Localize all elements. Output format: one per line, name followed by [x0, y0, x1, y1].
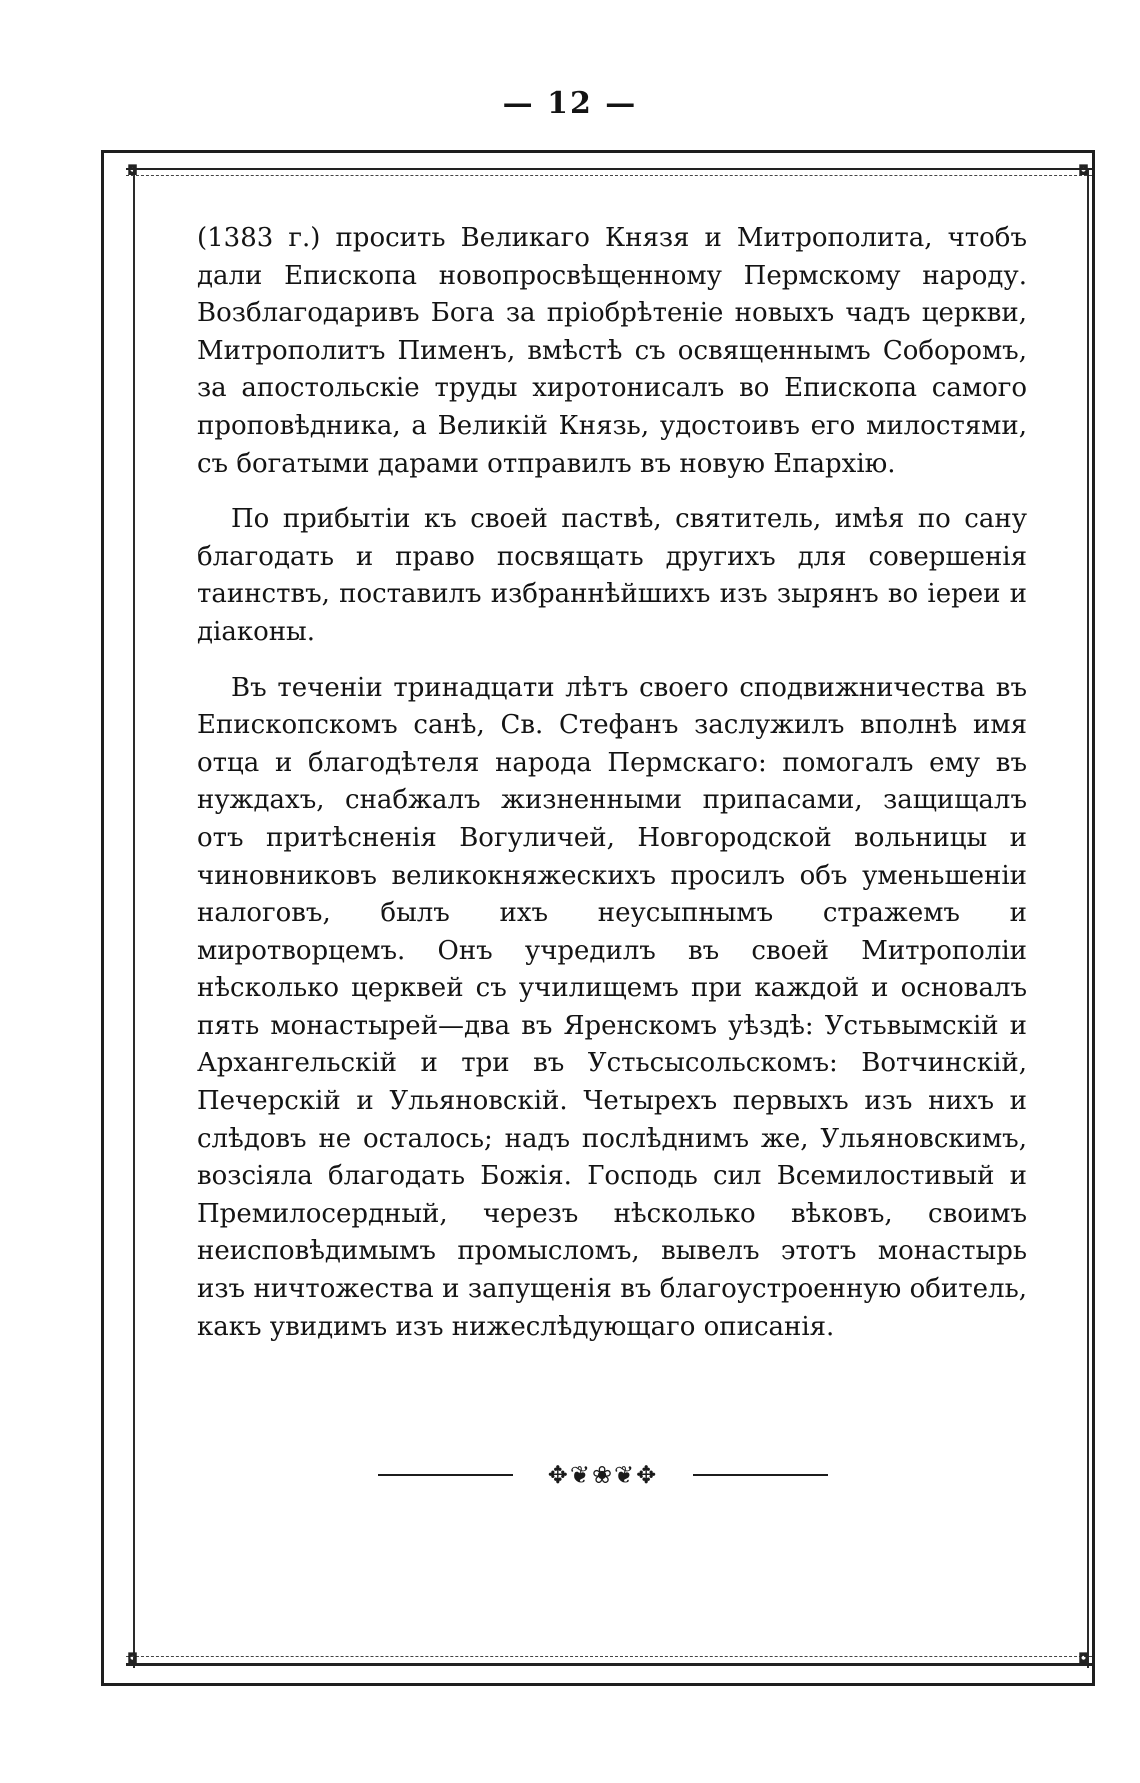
page-border-top-rule: [126, 168, 1092, 176]
body-text: [197, 220, 1027, 1364]
paragraph-2: По прибытіи къ своей паствѣ, святитель, имѣя по сану благодать и право посвящать другихъ для совершенія таинствъ, поставилъ избраннѣйшихъ изъ зырянъ во іереи и діаконы.: [197, 504, 1027, 647]
corner-ornament-icon: ◘: [1078, 163, 1090, 179]
corner-ornament-icon: ◘: [127, 1651, 139, 1667]
corner-ornament-icon: ◘: [1078, 1651, 1090, 1667]
page-number: — 12 —: [502, 86, 638, 121]
ornament-flourish-icon: ✥❦❀❦✥: [547, 1461, 659, 1489]
ornament-rule-right: [693, 1474, 828, 1476]
ornament-rule-left: [378, 1474, 513, 1476]
page-border-bottom-rule: [126, 1656, 1092, 1666]
paragraph-1: (1383 г.) просить Великаго Князя и Митрополита, чтобъ дали Епископа новопросвѣщенному Пермскому народу. Возблагодаривъ Бога за пріобрѣтеніе новыхъ чадъ церкви, Митрополитъ Пименъ, вмѣстѣ съ освященнымъ Соборомъ, за апостольскіе труды хиротонисалъ во Епископа самого проповѣдника, а Великій Князь, удостоивъ его милостями, съ богатыми дарами отправилъ въ новую Епархію.: [197, 223, 1027, 479]
corner-ornament-icon: ◘: [127, 163, 139, 179]
section-end-ornament: [378, 1460, 828, 1490]
paragraph-3: Въ теченіи тринадцати лѣтъ своего сподвижничества въ Епископскомъ санѣ, Св. Стефанъ заслужилъ вполнѣ имя отца и благодѣтеля народа Пермскаго: помогалъ ему въ нуждахъ, снабжалъ жизненными припасами, защищалъ отъ притѣсненія Вогуличей, Новгородской вольницы и чиновниковъ великокняжескихъ просилъ объ уменьшеніи налоговъ, былъ ихъ неусыпнымъ стражемъ и миротворцемъ. Онъ учредилъ въ своей Митрополіи нѣсколько церквей съ училищемъ при каждой и основалъ пять монастырей—два въ Яренскомъ уѣздѣ: Устьвымскій и Архангельскій и три въ Устьсысольскомъ: Вотчинскій, Печерскій и Ульяновскій. Четырехъ первыхъ изъ нихъ и слѣдовъ не осталось; надъ послѣднимъ же, Ульяновскимъ, возсіяла благодать Божія. Господь сил Всемилостивый и Премилосердный, черезъ нѣсколько вѣковъ, своимъ неисповѣдимымъ промысломъ, вывелъ этотъ монастырь изъ ничтожества и запущенія въ благоустроенную обитель, какъ увидимъ изъ нижеслѣдующаго описанія.: [197, 672, 1027, 1342]
